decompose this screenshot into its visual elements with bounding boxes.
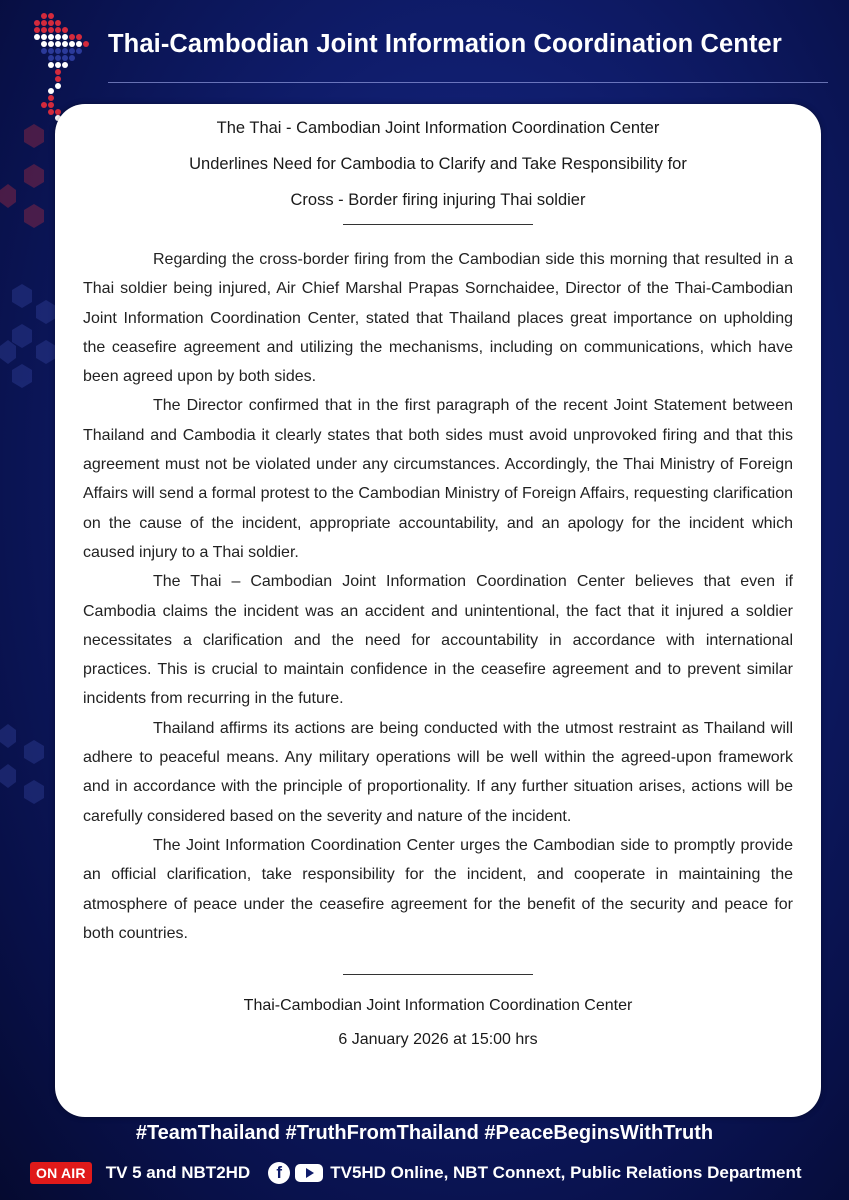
statement-title-line: Underlines Need for Cambodia to Clarify and Take Responsibility for xyxy=(189,155,687,173)
statement-title xyxy=(55,110,821,218)
statement-paragraph: Thailand affirms its actions are being conducted with the utmost restraint as Thailand will adhere to peaceful means. Any military operations will be well within the agreed-upon framework and in accordance with the principle of proportionality. If any further situation arises, actions will be carefully considered based on the severity and nature of the incident. xyxy=(83,719,793,825)
signature-block xyxy=(55,989,821,1057)
statement-title-line: Cross - Border firing injuring Thai soldier xyxy=(290,191,586,209)
facebook-icon: f xyxy=(268,1162,290,1184)
on-air-badge: ON AIR xyxy=(30,1162,92,1184)
statement-paragraph: The Director confirmed that in the first paragraph of the recent Joint Statement between Thailand and Cambodia it clearly states that both sides must avoid unprovoked firing and that this agreement must not be violated under any circumstances. Accordingly, the Thai Ministry of Foreign Affairs will send a formal protest to the Cambodian Ministry of Foreign Affairs, requesting clarification on the cause of the incident, appropriate accountability, and an apology for the incident which caused injury to a Thai soldier. xyxy=(83,397,793,561)
broadcast-footer xyxy=(30,1158,840,1188)
tv-channels: TV 5 and NBT2HD xyxy=(105,1163,251,1182)
statement-body xyxy=(55,245,821,948)
hashtags: #TeamThailand #TruthFromThailand #PeaceBeginsWithTruth xyxy=(135,1122,714,1144)
statement-paragraph: The Joint Information Coordination Center urges the Cambodian side to promptly provide an official clarification, take responsibility for the incident, and cooperate in maintaining the atmosphere of peace under the ceasefire agreement for the benefit of the security and peace for both countries. xyxy=(83,836,793,942)
signature-organization: Thai-Cambodian Joint Information Coordination Center xyxy=(243,997,633,1015)
statement-paragraph: Regarding the cross-border firing from the Cambodian side this morning that resulted in a Thai soldier being injured, Air Chief Marshal Prapas Sornchaidee, Director of the Thai-Cambodian Joint Information Coordination Center, stated that Thailand places great importance on upholding the ceasefire agreement and utilizing the mechanisms, including on communications, which have been agreed upon by both sides. xyxy=(83,251,793,386)
signature-divider xyxy=(343,974,533,975)
page-title: Thai-Cambodian Joint Information Coordination Center xyxy=(108,30,782,58)
online-channels: TV5HD Online, NBT Connext, Public Relations Department xyxy=(330,1163,802,1182)
header-divider xyxy=(108,82,828,83)
statement-title-line: The Thai - Cambodian Joint Information Coordination Center xyxy=(216,119,660,137)
statement-paragraph: The Thai – Cambodian Joint Information Coordination Center believes that even if Cambodia claims the incident was an accident and unintentional, the fact that it injured a soldier necessitates a clarification and the need for accountability in accordance with international practices. This is crucial to maintain confidence in the ceasefire agreement and to prevent similar incidents from recurring in the future. xyxy=(83,573,793,708)
signature-date: 6 January 2026 at 15:00 hrs xyxy=(338,1031,538,1049)
statement-card xyxy=(55,104,821,1117)
title-divider xyxy=(343,224,533,225)
youtube-icon xyxy=(294,1162,324,1184)
